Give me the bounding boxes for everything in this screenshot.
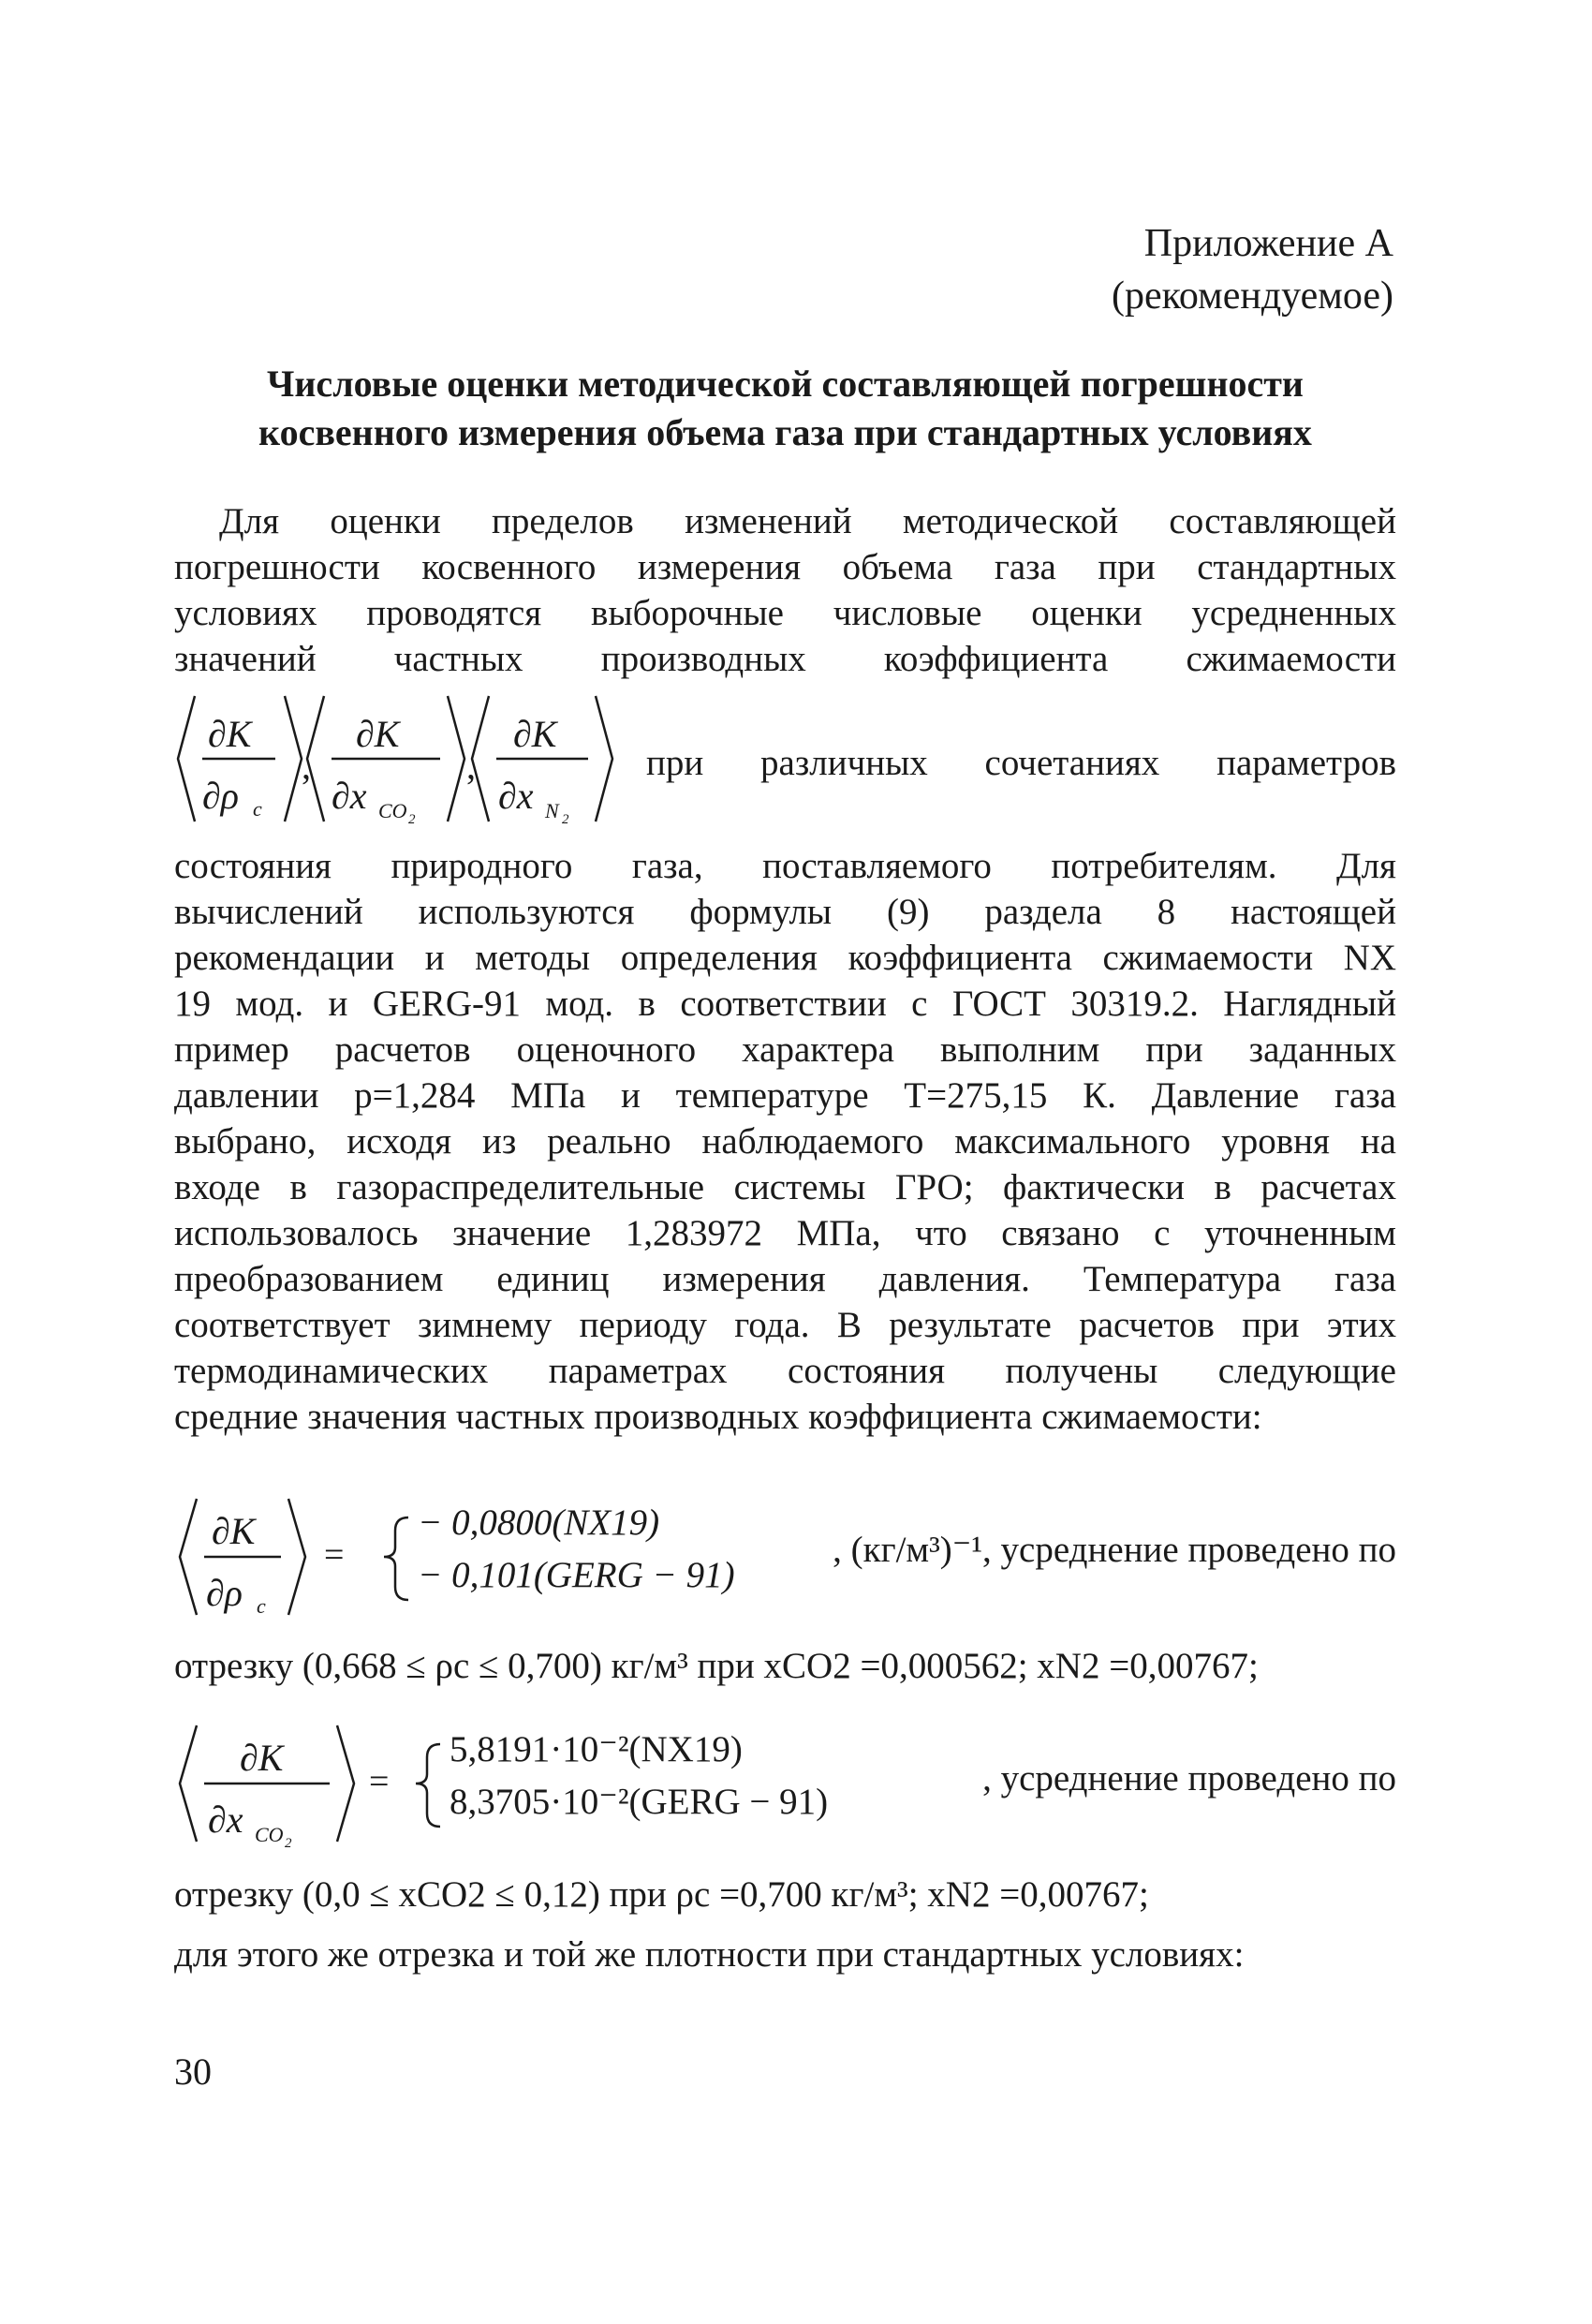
svg-text:∂K: ∂K bbox=[208, 713, 252, 755]
body-line: пример расчетов оценочного характера выполним при заданных bbox=[174, 1029, 1396, 1070]
svg-text:∂K: ∂K bbox=[513, 713, 557, 755]
svg-text:=: = bbox=[369, 1762, 390, 1801]
appendix-label bbox=[1112, 217, 1393, 322]
appendix-status: (рекомендуемое) bbox=[1112, 274, 1393, 318]
svg-text:N: N bbox=[545, 799, 559, 822]
body-paragraph bbox=[174, 843, 1396, 1440]
body-line: термодинамических параметрах состояния получены следующие bbox=[174, 1351, 1396, 1391]
intro-line: значений частных производных коэффициента сжимаемости bbox=[174, 639, 1396, 679]
svg-text:∂x: ∂x bbox=[332, 775, 367, 817]
intro-tail: при различных сочетаниях параметров bbox=[646, 743, 1396, 783]
body-line: давлении p=1,284 МПа и температуре T=275,15 К. Давление газа bbox=[174, 1075, 1396, 1116]
svg-text:2: 2 bbox=[408, 812, 416, 827]
intro-line: погрешности косвенного измерения объема газа при стандартных bbox=[174, 547, 1396, 587]
formula-2-tail: , усреднение проведено по bbox=[982, 1758, 1396, 1799]
formula-1-interval: отрезку (0,668 ≤ ρc ≤ 0,700) кг/м³ при xCO2 =0,000562; xN2 =0,00767; bbox=[174, 1646, 1259, 1686]
derivatives-trailing-text bbox=[646, 740, 1396, 786]
formula-2-case-gerg: 8,3705·10⁻²(GERG − 91) bbox=[450, 1782, 829, 1822]
formula-1-case-nx19: − 0,0800(NX19) bbox=[418, 1502, 660, 1543]
body-line: рекомендации и методы определения коэффициента сжимаемости NX bbox=[174, 938, 1396, 978]
svg-text:c: c bbox=[257, 1594, 266, 1618]
svg-text:∂ρ: ∂ρ bbox=[206, 1572, 243, 1614]
formula-1-unit: , (кг/м³)⁻¹, усреднение проведено по bbox=[833, 1530, 1396, 1570]
intro-paragraph bbox=[174, 498, 1396, 682]
body-line: средние значения частных производных коэффициента сжимаемости: bbox=[174, 1397, 1262, 1437]
section-heading bbox=[174, 360, 1396, 457]
svg-text:∂K: ∂K bbox=[240, 1737, 284, 1779]
body-line: преобразованием единиц измерения давления. Температура газа bbox=[174, 1259, 1396, 1299]
closing-line: для этого же отрезка и той же плотности при стандартных условиях: bbox=[174, 1934, 1245, 1975]
appendix-title: Приложение А bbox=[1143, 222, 1393, 265]
formula-2-cases bbox=[450, 1724, 828, 1828]
formula-1-case-gerg: − 0,101(GERG − 91) bbox=[418, 1555, 735, 1595]
svg-text:∂x: ∂x bbox=[498, 775, 534, 817]
svg-text:2: 2 bbox=[285, 1836, 292, 1851]
body-line: использовалось значение 1,283972 МПа, что связано с уточненным bbox=[174, 1213, 1396, 1253]
svg-text:∂K: ∂K bbox=[212, 1510, 256, 1552]
body-line: соответствует зимнему периоду года. В результате расчетов при этих bbox=[174, 1305, 1396, 1345]
heading-line-2: косвенного измерения объема газа при стандартных условиях bbox=[258, 411, 1312, 453]
intro-line: условиях проводятся выборочные числовые оценки усредненных bbox=[174, 593, 1396, 633]
svg-text:c: c bbox=[253, 797, 262, 821]
formula-1-cases bbox=[418, 1497, 735, 1602]
body-line: выбрано, исходя из реально наблюдаемого максимального уровня на bbox=[174, 1121, 1396, 1162]
svg-text:,: , bbox=[466, 745, 476, 787]
svg-text:=: = bbox=[324, 1535, 345, 1575]
svg-text:∂x: ∂x bbox=[208, 1799, 243, 1841]
body-line: входе в газораспределительные системы ГРО; фактически в расчетах bbox=[174, 1167, 1396, 1207]
page-number: 30 bbox=[174, 2050, 212, 2093]
svg-text:∂ρ: ∂ρ bbox=[202, 775, 239, 817]
svg-text:2: 2 bbox=[562, 812, 569, 827]
body-line: 19 мод. и GERG-91 мод. в соответствии с ГОСТ 30319.2. Наглядный bbox=[174, 984, 1396, 1024]
heading-line-1: Числовые оценки методической составляющей погрешности bbox=[267, 363, 1304, 405]
body-line: состояния природного газа, поставляемого потребителям. Для bbox=[174, 846, 1396, 886]
body-line: вычислений используются формулы (9) раздела 8 настоящей bbox=[174, 892, 1396, 932]
formula-2-case-nx19: 5,8191·10⁻²(NX19) bbox=[450, 1729, 743, 1769]
formula-2-interval: отрезку (0,0 ≤ xCO2 ≤ 0,12) при ρc =0,700 кг/м³; xN2 =0,00767; bbox=[174, 1874, 1149, 1915]
svg-text:CO: CO bbox=[378, 799, 407, 822]
intro-line: Для оценки пределов изменений методической составляющей bbox=[219, 501, 1396, 541]
svg-text:CO: CO bbox=[255, 1823, 284, 1846]
partial-derivatives-formula bbox=[174, 688, 614, 829]
svg-text:∂K: ∂K bbox=[356, 713, 400, 755]
svg-text:,: , bbox=[302, 745, 311, 787]
